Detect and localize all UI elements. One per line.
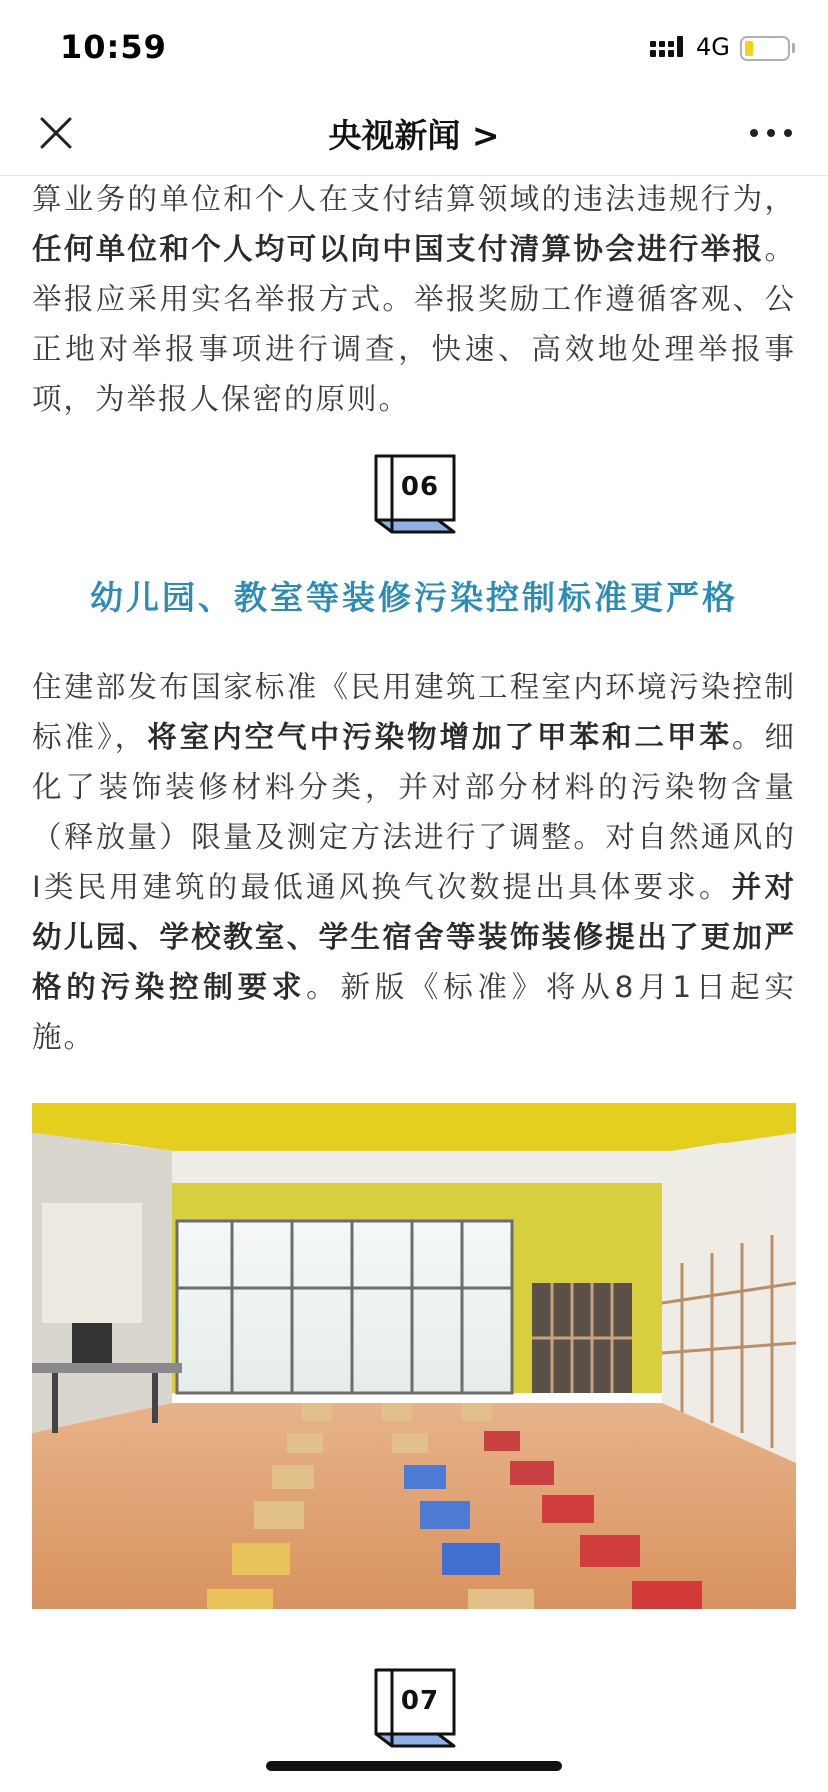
article-paragraph (32, 174, 796, 424)
classroom-photo[interactable] (32, 1103, 796, 1609)
paragraph-bold-text: 将室内空气中污染物增加了甲苯和二甲苯 (147, 720, 732, 754)
paragraph-text: 。细化了装饰装修材料分类，并对部分材料的污染物含量（释放量）限量及测定方法进行了调整。对自然通风的Ⅰ类民用建筑的最低通风换气次数提出具体要求。 (32, 720, 796, 904)
signal-icon (650, 36, 690, 60)
paragraph-text: 住建部发布国家标准《民用建筑工程室内环境污染控制标准》， (32, 670, 796, 754)
status-bar (0, 0, 828, 100)
more-icon[interactable] (746, 118, 796, 148)
section-heading: 幼儿园、教室等装修污染控制标准更严格 (90, 578, 738, 617)
battery-icon (740, 36, 790, 61)
status-time: 10:59 (60, 28, 167, 66)
account-title-link[interactable]: 央视新闻 > (328, 116, 500, 155)
section-number: 07 (400, 1686, 440, 1716)
paragraph-text: 。新版《标准》将从8月1日起实施。 (32, 970, 796, 1054)
section-number: 06 (400, 472, 440, 502)
network-type: 4G (696, 33, 730, 61)
battery-cap (792, 43, 795, 53)
battery-fill (745, 41, 753, 56)
paragraph-bold-text: 并对幼儿园、学校教室、学生宿舍等装饰装修提出了更加严格的污染控制要求 (32, 870, 796, 1004)
nav-bar (0, 100, 828, 176)
article-content (32, 176, 796, 424)
article-paragraph (32, 662, 796, 1062)
home-indicator[interactable] (266, 1761, 562, 1771)
paragraph-text: 算业务的单位和个人在支付结算领域的违法违规行为， (32, 182, 796, 216)
section-number-badge (366, 1666, 462, 1750)
paragraph-text: 。举报应采用实名举报方式。举报奖励工作遵循客观、公正地对举报事项进行调查，快速、高效地处理举报事项，为举报人保密的原则。 (32, 232, 796, 416)
section-number-badge (366, 452, 462, 536)
paragraph-bold-text: 任何单位和个人均可以向中国支付清算协会进行举报 (32, 232, 765, 266)
